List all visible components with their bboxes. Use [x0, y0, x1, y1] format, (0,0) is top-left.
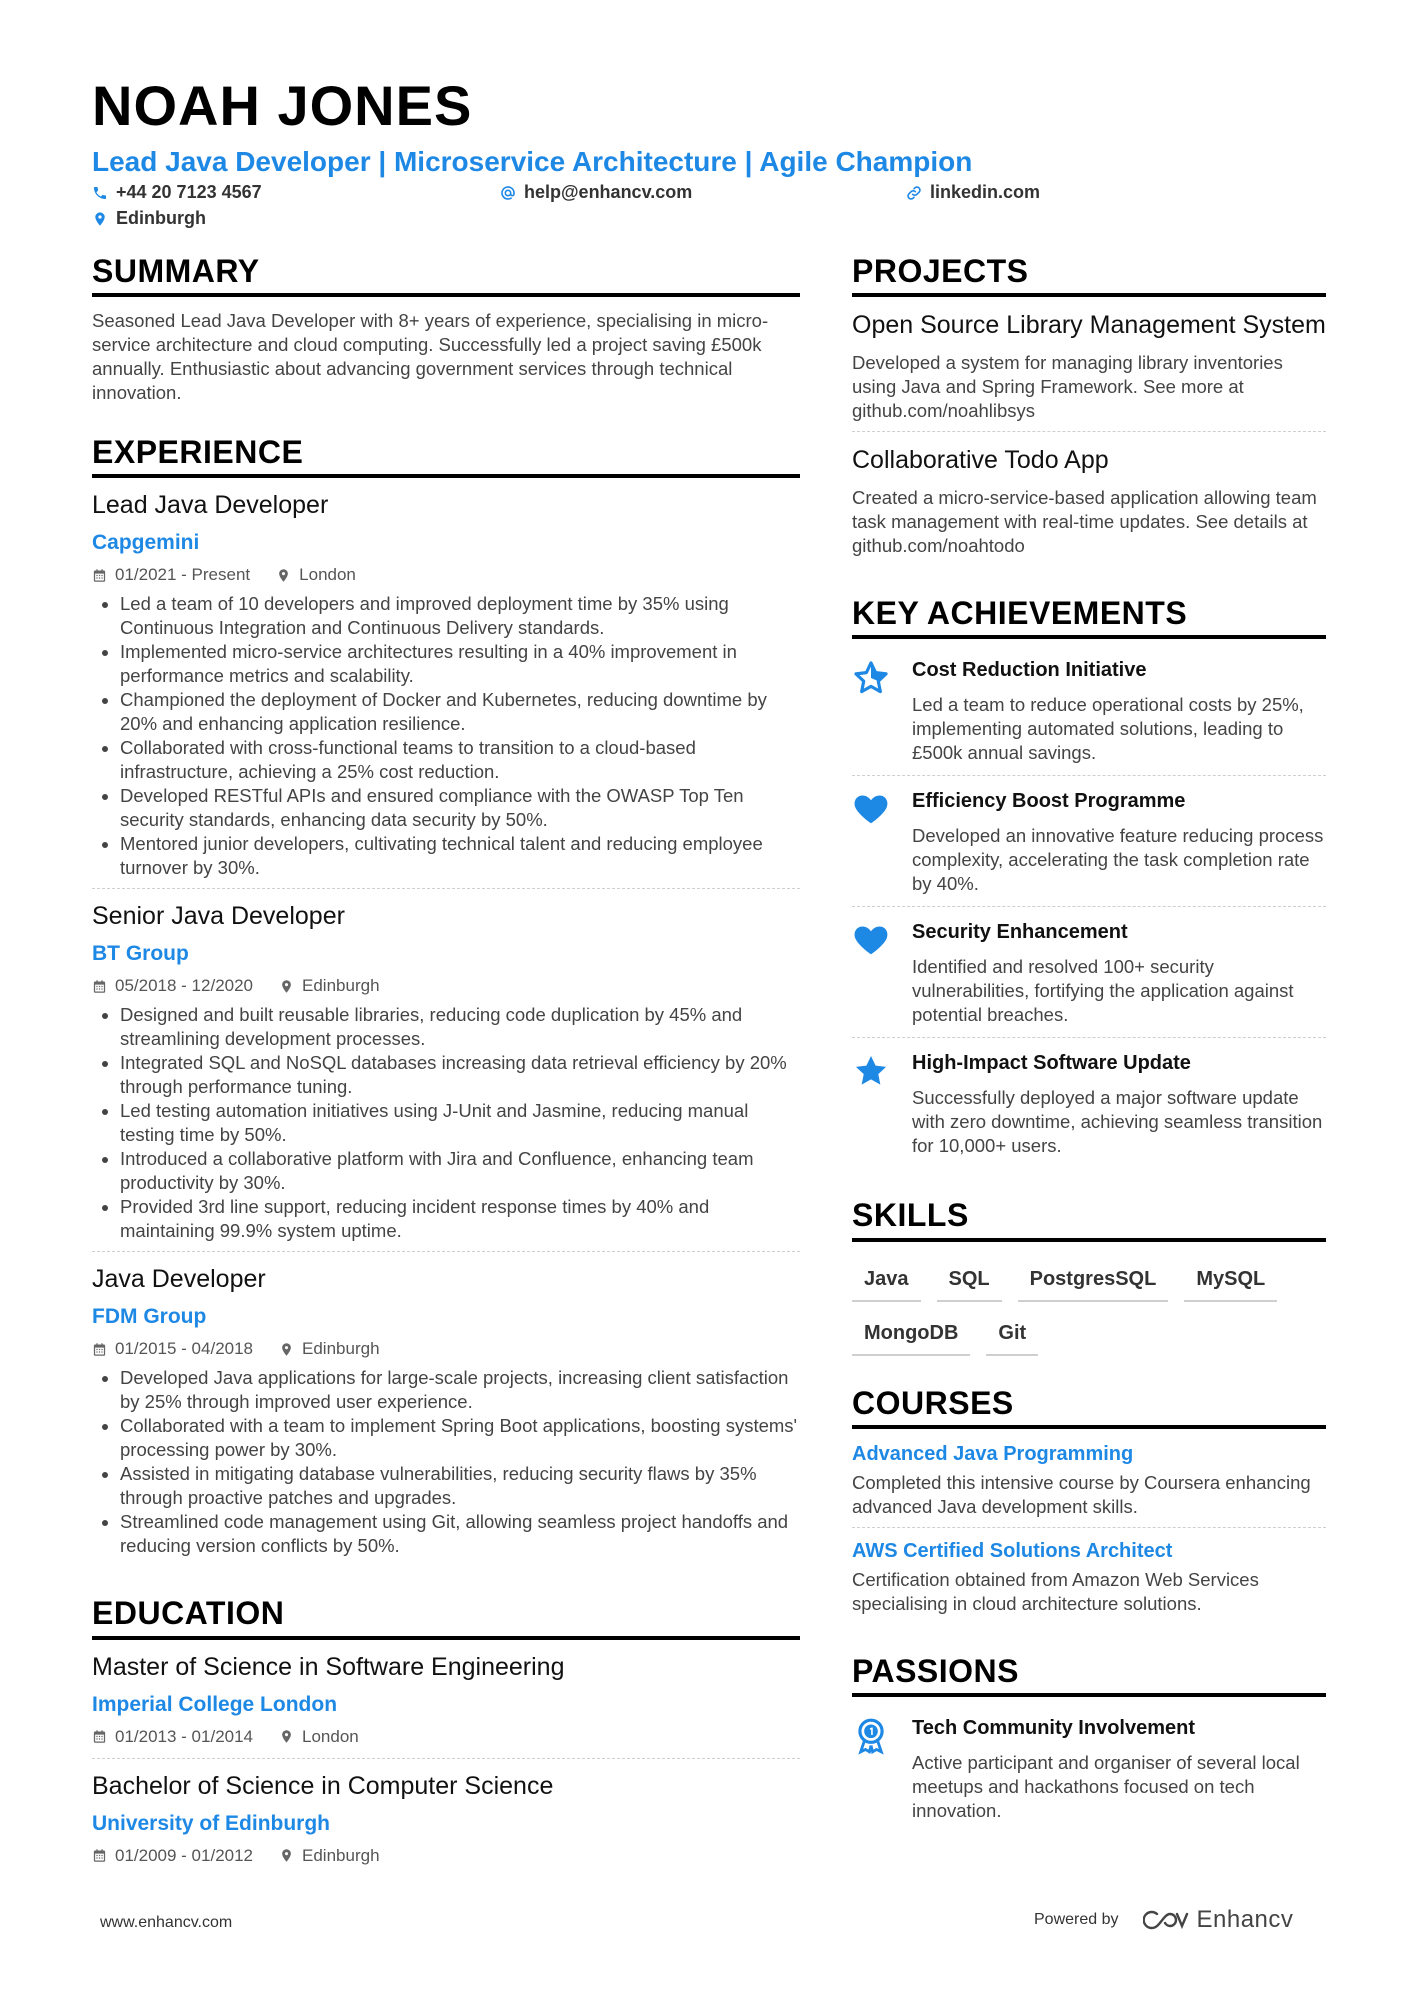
linkedin-text: linkedin.com: [930, 182, 1041, 202]
project-title: Open Source Library Management System: [852, 311, 1326, 340]
left-column: [92, 254, 800, 1907]
bullet-item: • Implemented micro-service architectures resulting in a 40% improvement in performance metrics and scalability.: [120, 640, 800, 688]
company-name: BT Group: [92, 942, 189, 966]
school-name: Imperial College London: [92, 1692, 338, 1716]
projects-section: [852, 254, 1326, 566]
job-title: Senior Java Developer: [92, 902, 345, 931]
achievements-section: [852, 596, 1326, 1168]
enhancv-logo[interactable]: [1143, 1906, 1294, 1934]
link-icon: [906, 185, 922, 201]
contact-phone: [92, 182, 262, 203]
job-meta: [92, 975, 800, 997]
company-name: Capgemini: [92, 531, 200, 555]
education-location: London: [302, 1726, 359, 1746]
project-title: Collaborative Todo App: [852, 446, 1109, 475]
job-title: Lead Java Developer: [92, 491, 329, 520]
heart-icon: [852, 921, 890, 959]
headline: Lead Java Developer | Microservice Architecture | Agile Champion: [92, 146, 973, 177]
bullet-item: • Developed Java applications for large-scale projects, increasing client satisfaction by 25% through improved user experience.: [120, 1366, 800, 1414]
bullet-item: • Developed RESTful APIs and ensured compliance with the OWASP Top Ten security standards, enhancing data security by 50%.: [120, 784, 800, 832]
course-entry: [852, 1441, 1326, 1528]
job-dates: 01/2021 - Present: [115, 565, 251, 585]
phone-icon: [92, 185, 108, 201]
degree-title: Master of Science in Software Engineering: [92, 1652, 565, 1681]
contact-location: [92, 208, 206, 229]
achievement-description: Identified and resolved 100+ security vulnerabilities, fortifying the application against potential breaches.: [912, 956, 1294, 1026]
job-bullets: [92, 1003, 800, 1243]
achievement-title: High-Impact Software Update: [912, 1052, 1191, 1075]
course-entry: [852, 1538, 1326, 1624]
job-meta: [92, 564, 800, 586]
skills-section: [852, 1198, 1326, 1355]
calendar-icon: [92, 1848, 107, 1863]
section-title-achievements: KEY ACHIEVEMENTS: [852, 596, 1326, 639]
job-entry: [92, 1264, 800, 1566]
achievement-entry: [852, 1044, 1326, 1168]
education-section: [92, 1596, 800, 1876]
section-title-passions: PASSIONS: [852, 1654, 1326, 1697]
contact-linkedin[interactable]: [906, 182, 1040, 203]
bullet-item: • Designed and built reusable libraries, reducing code duplication by 45% and streamlining development processes.: [120, 1003, 800, 1051]
bullet-item: • Mentored junior developers, cultivating technical talent and reducing employee turnover by 30%.: [120, 832, 800, 880]
achievement-entry: [852, 651, 1326, 776]
bullet-item: • Provided 3rd line support, reducing incident response times by 40% and maintaining 99.9% system uptime.: [120, 1195, 800, 1243]
job-location: London: [299, 565, 356, 585]
achievement-entry: [852, 782, 1326, 907]
skill-tag: MongoDB: [852, 1316, 970, 1356]
section-title-projects: PROJECTS: [852, 254, 1326, 297]
achievement-title: Cost Reduction Initiative: [912, 659, 1147, 682]
project-entry: [852, 309, 1326, 432]
star-outline-icon: [852, 659, 890, 697]
location-pin-icon: [279, 979, 294, 994]
achievement-title: Efficiency Boost Programme: [912, 790, 1186, 813]
project-entry: [852, 444, 1326, 566]
skill-tag: PostgresSQL: [1018, 1262, 1169, 1302]
at-sign-icon: [500, 185, 516, 201]
education-dates: 01/2013 - 01/2014: [115, 1726, 254, 1746]
school-name: University of Edinburgh: [92, 1811, 331, 1835]
passion-entry: [852, 1709, 1326, 1833]
job-entry: [92, 490, 800, 889]
phone-text: +44 20 7123 4567: [116, 182, 262, 202]
location-pin-icon: [279, 1729, 294, 1744]
achievement-description: Developed an innovative feature reducing process complexity, accelerating the task completion rate by 40%.: [912, 825, 1324, 895]
achievement-description: Successfully deployed a major software update with zero downtime, achieving seamless transition for 10,000+ users.: [912, 1087, 1323, 1157]
course-description: Certification obtained from Amazon Web Services specialising in cloud architecture solutions.: [852, 1568, 1259, 1614]
course-title: AWS Certified Solutions Architect: [852, 1539, 1173, 1562]
education-location: Edinburgh: [302, 1845, 380, 1865]
project-description: Created a micro-service-based application allowing team task management with real-time updates. See details at github.com/noahtodo: [852, 487, 1317, 557]
experience-section: [92, 435, 800, 1566]
education-meta: [92, 1726, 800, 1748]
skills-list: [852, 1254, 1326, 1356]
star-icon: [852, 1052, 890, 1090]
job-entry: [92, 901, 800, 1252]
bullet-item: • Integrated SQL and NoSQL databases increasing data retrieval efficiency by 20% through performance tuning.: [120, 1051, 800, 1099]
bullet-item: • Championed the deployment of Docker and Kubernetes, reducing downtime by 20% and enhancing application resilience.: [120, 688, 800, 736]
location-pin-icon: [92, 211, 108, 227]
brand-name: Enhancv: [1196, 1906, 1294, 1933]
calendar-icon: [92, 568, 107, 583]
email-text: help@enhancv.com: [524, 182, 693, 202]
enhancv-logo-icon: [1143, 1907, 1189, 1933]
degree-title: Bachelor of Science in Computer Science: [92, 1771, 554, 1800]
achievement-entry: [852, 913, 1326, 1038]
job-title: Java Developer: [92, 1265, 266, 1294]
achievement-description: Led a team to reduce operational costs by 25%, implementing automated solutions, leading to £500k annual savings.: [912, 694, 1304, 764]
bullet-item: • Assisted in mitigating database vulnerabilities, reducing security flaws by 35% through proactive patches and upgrades.: [120, 1462, 800, 1510]
job-dates: 05/2018 - 12/2020: [115, 976, 254, 996]
education-entry: [92, 1652, 800, 1759]
section-title-experience: EXPERIENCE: [92, 435, 800, 478]
skill-tag: SQL: [937, 1262, 1002, 1302]
courses-section: [852, 1386, 1326, 1624]
passion-description: Active participant and organiser of several local meetups and hackathons focused on tech innovation.: [912, 1751, 1300, 1821]
footer-branding: [1034, 1906, 1293, 1934]
job-location: Edinburgh: [302, 1339, 380, 1359]
education-dates: 01/2009 - 01/2012: [115, 1845, 254, 1865]
job-bullets: [92, 1366, 800, 1558]
right-column: [852, 254, 1326, 1863]
summary-section: [92, 254, 800, 405]
passion-title: Tech Community Involvement: [912, 1716, 1196, 1739]
company-name: FDM Group: [92, 1305, 207, 1329]
course-description: Completed this intensive course by Coursera enhancing advanced Java development skills.: [852, 1471, 1311, 1517]
bullet-item: • Streamlined code management using Git, allowing seamless project handoffs and reducing version conflicts by 50%.: [120, 1510, 800, 1558]
education-meta: [92, 1845, 800, 1867]
passions-section: [852, 1654, 1326, 1833]
candidate-name: NOAH JONES: [92, 74, 473, 137]
achievement-title: Security Enhancement: [912, 921, 1128, 944]
heart-icon: [852, 790, 890, 828]
calendar-icon: [92, 1729, 107, 1744]
calendar-icon: [92, 979, 107, 994]
section-title-skills: SKILLS: [852, 1198, 1326, 1241]
location-pin-icon: [276, 568, 291, 583]
contact-email[interactable]: [500, 182, 692, 203]
skill-tag: MySQL: [1184, 1262, 1277, 1302]
job-bullets: [92, 592, 800, 880]
bullet-item: • Collaborated with a team to implement Spring Boot applications, boosting systems' processing power by 30%.: [120, 1414, 800, 1462]
course-title: Advanced Java Programming: [852, 1442, 1134, 1465]
section-title-education: EDUCATION: [92, 1596, 800, 1639]
education-entry: [92, 1771, 800, 1877]
job-dates: 01/2015 - 04/2018: [115, 1339, 254, 1359]
powered-by-text: Powered by: [1034, 1911, 1119, 1928]
footer-website[interactable]: www.enhancv.com: [100, 1914, 233, 1931]
location-pin-icon: [279, 1848, 294, 1863]
bullet-item: • Led testing automation initiatives using J-Unit and Jasmine, reducing manual testing time by 50%.: [120, 1099, 800, 1147]
project-description: Developed a system for managing library inventories using Java and Spring Framework. See more at github.com/noahlibsys: [852, 352, 1283, 422]
job-meta: [92, 1338, 800, 1360]
job-location: Edinburgh: [302, 976, 380, 996]
location-text: Edinburgh: [116, 208, 206, 228]
medal-icon: [852, 1717, 890, 1755]
location-pin-icon: [279, 1342, 294, 1357]
bullet-item: • Introduced a collaborative platform with Jira and Confluence, enhancing team productivity by 30%.: [120, 1147, 800, 1195]
skill-tag: Git: [986, 1316, 1038, 1356]
section-title-courses: COURSES: [852, 1386, 1326, 1429]
bullet-item: • Collaborated with cross-functional teams to transition to a cloud-based infrastructure, achieving a 25% cost reduction.: [120, 736, 800, 784]
summary-text: Seasoned Lead Java Developer with 8+ years of experience, specialising in micro-service architecture and cloud computing. Successfully led a project saving £500k annually. Enthusiastic about advancing government services through technical innovation.: [92, 310, 769, 404]
bullet-item: • Led a team of 10 developers and improved deployment time by 35% using Continuous Integration and Continuous Delivery standards.: [120, 592, 800, 640]
calendar-icon: [92, 1342, 107, 1357]
section-title-summary: SUMMARY: [92, 254, 800, 297]
skill-tag: Java: [852, 1262, 921, 1302]
